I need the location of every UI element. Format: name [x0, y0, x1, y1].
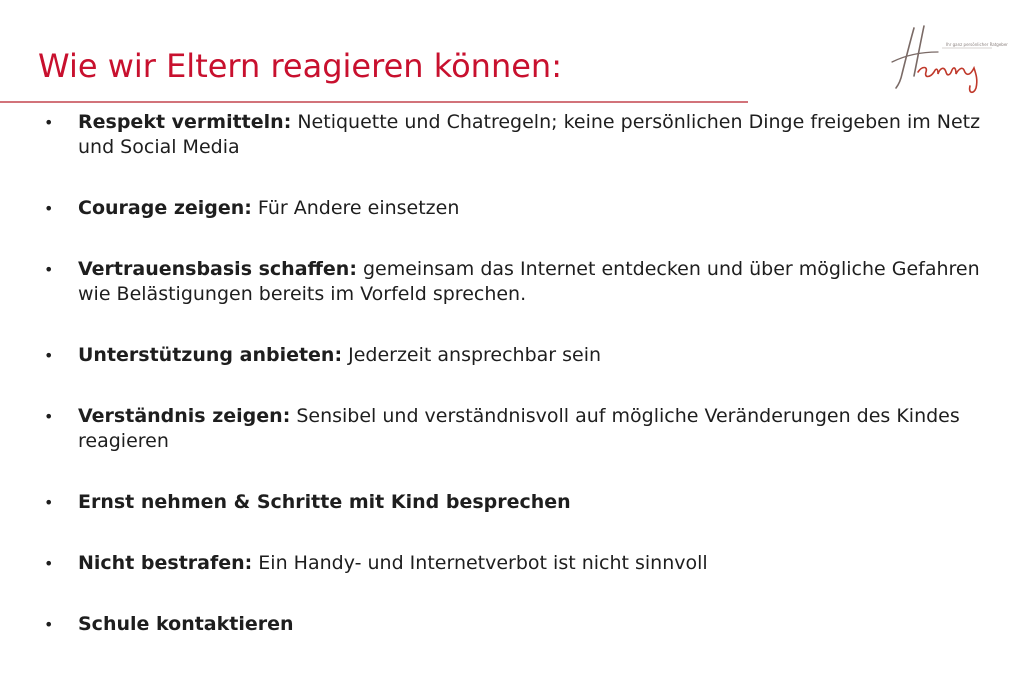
bullet-dot: • — [44, 113, 54, 132]
bullet-dot: • — [44, 615, 54, 634]
bullet-lead: Unterstützung anbieten: — [78, 344, 343, 366]
bullet-text: Netiquette und Chatregeln; keine persönlichen Dinge freigeben im Netz und Social Media — [78, 111, 981, 158]
bullet-dot: • — [44, 407, 54, 426]
bullet-lead: Ernst nehmen & Schritte mit Kind besprechen — [78, 491, 571, 513]
logo-h-stroke-left — [896, 28, 914, 88]
bullet-item — [44, 404, 1010, 454]
bullet-list — [44, 110, 1010, 673]
bullet-dot: • — [44, 199, 54, 218]
bullet-item — [44, 257, 1010, 307]
bullet-text: gemeinsam das Internet entdecken und über mögliche Gefahren wie Belästigungen bereits im Vorfeld sprechen. — [78, 258, 980, 305]
bullet-dot: • — [44, 260, 54, 279]
bullet-lead: Respekt vermitteln: — [78, 111, 292, 133]
bullet-text: Jederzeit ansprechbar sein — [342, 344, 602, 366]
bullet-text: Ein Handy- und Internetverbot ist nicht sinnvoll — [252, 552, 708, 574]
slide-title: Wie wir Eltern reagieren können: — [38, 47, 562, 85]
bullet-text: Sensibel und verständnisvoll auf mögliche Veränderungen des Kindes reagieren — [78, 405, 960, 452]
bullet-lead: Nicht bestrafen: — [78, 552, 253, 574]
bullet-text: Für Andere einsetzen — [251, 197, 460, 219]
bullet-lead: Courage zeigen: — [78, 197, 252, 219]
henry-logo — [884, 22, 1008, 100]
bullet-item — [44, 612, 1010, 637]
bullet-dot: • — [44, 493, 54, 512]
bullet-lead: Schule kontaktieren — [78, 613, 294, 635]
bullet-dot: • — [44, 346, 54, 365]
title-underline — [0, 101, 748, 103]
bullet-item — [44, 343, 1010, 368]
bullet-item — [44, 110, 1010, 160]
logo-script-enry — [918, 68, 977, 93]
bullet-dot: • — [44, 554, 54, 573]
bullet-lead: Verständnis zeigen: — [78, 405, 291, 427]
logo-h-crossbar — [892, 52, 938, 62]
logo-tagline: Ihr ganz persönlicher Ratgeber — [946, 42, 1008, 47]
bullet-item — [44, 551, 1010, 576]
bullet-item — [44, 196, 1010, 221]
bullet-item — [44, 490, 1010, 515]
bullet-lead: Vertrauensbasis schaffen: — [78, 258, 357, 280]
